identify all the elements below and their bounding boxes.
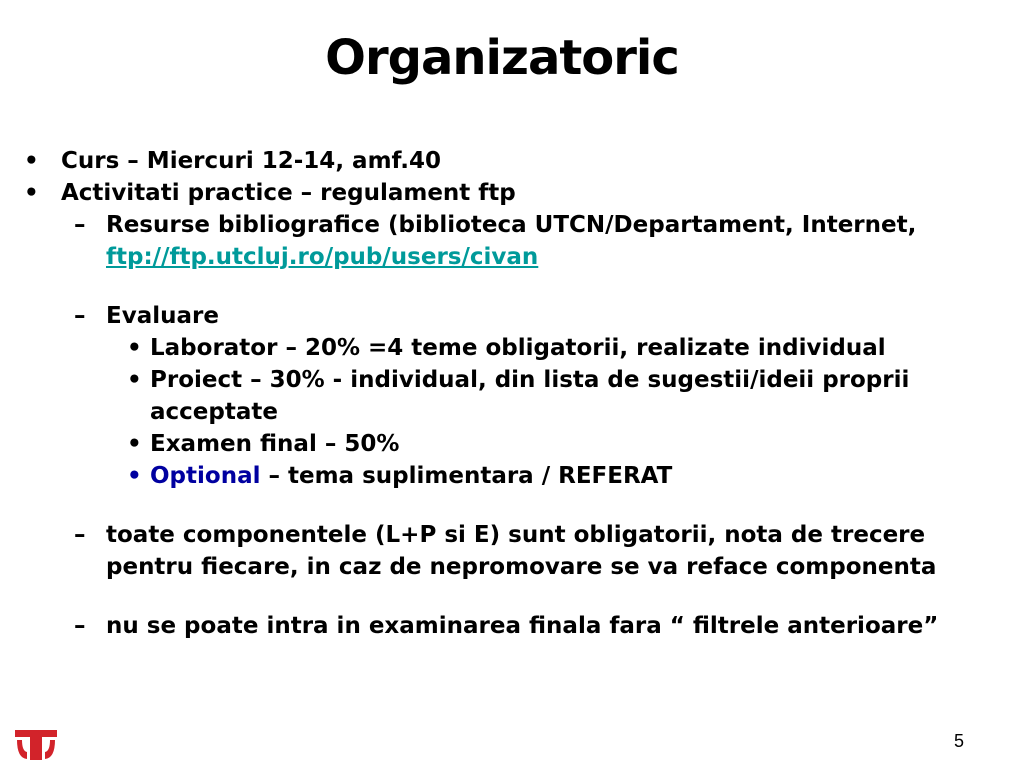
bullet-text: Activitati practice – regulament ftp [61, 180, 516, 206]
sub-bullet-text: – tema suplimentara / REFERAT [260, 463, 673, 489]
dash-text: nu se poate intra in examinarea finala fara “ filtrele anterioare” [106, 613, 939, 639]
sub-bullet-proiect [0, 364, 1024, 396]
utcn-logo-graphic [13, 728, 59, 762]
bullet-marker: • [24, 148, 39, 174]
dash-item-resurse [0, 209, 1024, 241]
dash-marker: – [74, 212, 86, 238]
spacer [0, 273, 1024, 300]
spacer [0, 492, 1024, 519]
bullet-marker: • [127, 335, 142, 361]
dash-marker: – [74, 303, 86, 329]
sub-bullet-examen [0, 428, 1024, 460]
dash-item-evaluare [0, 300, 1024, 332]
sub-bullet-text: Laborator – 20% =4 teme obligatorii, realizate individual [150, 335, 886, 361]
bullet-marker: • [127, 367, 142, 393]
sub-bullet-optional [0, 460, 1024, 492]
sub-bullet-text: Examen final – 50% [150, 431, 400, 457]
utcn-logo-icon [13, 728, 59, 762]
dash-marker: – [74, 613, 86, 639]
sub-bullet-proiect-cont [0, 396, 1024, 428]
bullet-marker: • [127, 431, 142, 457]
dash-text: toate componentele (L+P si E) sunt obligatorii, nota de trecere [106, 522, 926, 548]
bullet-marker: • [24, 180, 39, 206]
dash-item-componente-cont [0, 551, 1024, 583]
sub-bullet-text: Proiect – 30% - individual, din lista de sugestii/ideii proprii [150, 367, 910, 393]
dash-item-componente [0, 519, 1024, 551]
slide-content [0, 145, 1024, 642]
optional-label: Optional [150, 463, 261, 489]
dash-text: Evaluare [106, 303, 219, 329]
spacer [0, 583, 1024, 610]
bullet-text: Curs – Miercuri 12-14, amf.40 [61, 148, 442, 174]
bullet-marker: • [127, 463, 142, 489]
slide-title: Organizatoric [325, 30, 679, 86]
sub-bullet-laborator [0, 332, 1024, 364]
dash-text: Resurse bibliografice (biblioteca UTCN/Departament, Internet, [106, 212, 917, 238]
dash-item-filtre [0, 610, 1024, 642]
sub-bullet-text: acceptate [150, 399, 278, 425]
dash-marker: – [74, 522, 86, 548]
bullet-item-activitati [0, 177, 1024, 209]
dash-text: pentru fiecare, in caz de nepromovare se va reface componenta [106, 554, 937, 580]
bullet-item-curs [0, 145, 1024, 177]
resurse-link-line [0, 241, 1024, 273]
ftp-link[interactable]: ftp://ftp.utcluj.ro/pub/users/civan [106, 244, 539, 270]
page-number: 5 [953, 731, 964, 751]
